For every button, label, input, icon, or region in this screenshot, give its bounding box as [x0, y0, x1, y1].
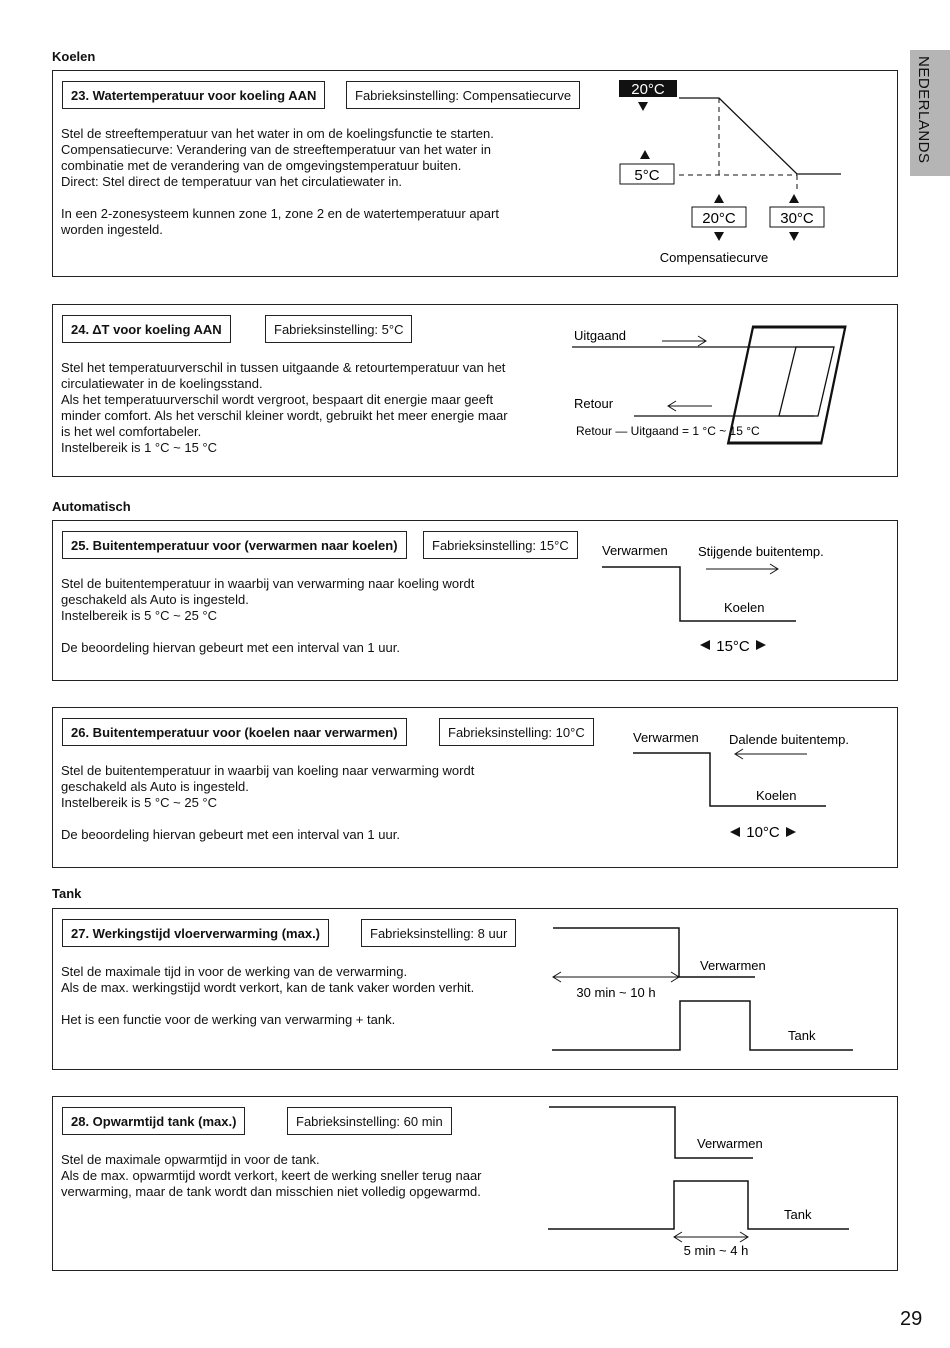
setting-24-description — [61, 360, 508, 456]
desc-line: geschakeld als Auto is ingesteld. — [61, 779, 249, 794]
language-tab — [910, 50, 950, 176]
x1-temp-label: 20°C — [702, 210, 736, 227]
desc-line: Instelbereik is 5 °C ~ 25 °C — [61, 795, 217, 810]
setting-27-factory: Fabrieksinstelling: 8 uur — [361, 919, 516, 947]
x2-temp-label: 30°C — [780, 210, 814, 227]
right-arrow-icon — [756, 640, 766, 650]
desc-line: Als het temperatuurverschil wordt vergroot, bespaart dit energie maar geeft — [61, 392, 494, 407]
setting-24-panel — [52, 304, 898, 477]
desc-line: Stel de streeftemperatuur van het water in om de koelingsfunctie te starten. — [61, 126, 494, 141]
down-arrow-icon — [714, 232, 724, 241]
desc-line: In een 2-zonesysteem kunnen zone 1, zone 2 en de watertemperatuur apart — [61, 206, 499, 221]
range-label: 5 min ~ 4 h — [683, 1243, 749, 1258]
delta-formula: Retour — Uitgaand = 1 °C ~ 15 °C — [576, 424, 760, 438]
cooling-label: Koelen — [756, 788, 797, 803]
setting-28-factory: Fabrieksinstelling: 60 min — [287, 1107, 452, 1135]
heat-to-cool-diagram — [593, 521, 893, 680]
desc-line: circulatiewater in de koelingsstand. — [61, 376, 263, 391]
desc-line: Instelbereik is 5 °C ~ 25 °C — [61, 608, 217, 623]
heating-time-diagram — [543, 909, 898, 1069]
setting-26-panel — [52, 707, 898, 868]
setting-28-title: 28. Opwarmtijd tank (max.) — [62, 1107, 245, 1135]
right-arrow-icon — [786, 827, 796, 837]
desc-line: Als de max. opwarmtijd wordt verkort, keert de werking sneller terug naar — [61, 1168, 482, 1183]
switch-line — [602, 567, 796, 621]
setting-23-description — [61, 126, 499, 238]
desc-line: Als de max. werkingstijd wordt verkort, kan de tank vaker worden verhit. — [61, 980, 475, 995]
desc-line: De beoordeling hiervan gebeurt met een interval van 1 uur. — [61, 640, 400, 655]
setting-26-title: 26. Buitentemperatuur voor (koelen naar verwarmen) — [62, 718, 407, 746]
setting-23-panel — [52, 70, 898, 277]
desc-line: Stel de maximale opwarmtijd in voor de tank. — [61, 1152, 320, 1167]
setting-27-panel — [52, 908, 898, 1070]
desc-line: Het is een functie voor de werking van verwarming + tank. — [61, 1012, 396, 1027]
setting-23-title: 23. Watertemperatuur voor koeling AAN — [62, 81, 325, 109]
desc-line: Stel de buitentemperatuur in waarbij van verwarming naar koeling wordt — [61, 576, 475, 591]
cool-to-heat-diagram — [623, 708, 898, 867]
curve-line — [679, 98, 841, 174]
curve-caption: Compensatiecurve — [659, 250, 769, 265]
desc-line: worden ingesteld. — [61, 222, 163, 237]
setting-26-factory: Fabrieksinstelling: 10°C — [439, 718, 594, 746]
desc-line: verwarming, maar de tank wordt dan misschien niet volledig opgewarmd. — [61, 1184, 481, 1199]
delta-t-diagram — [563, 305, 898, 476]
desc-line: De beoordeling hiervan gebeurt met een interval van 1 uur. — [61, 827, 400, 842]
desc-line: Stel de maximale tijd in voor de werking van de verwarming. — [61, 964, 408, 979]
setting-28-description — [61, 1152, 482, 1200]
setting-27-title: 27. Werkingstijd vloerverwarming (max.) — [62, 919, 329, 947]
desc-line: geschakeld als Auto is ingesteld. — [61, 592, 249, 607]
up-arrow-icon — [714, 194, 724, 203]
setting-24-title: 24. ΔT voor koeling AAN — [62, 315, 231, 343]
tank-label: Tank — [788, 1028, 816, 1043]
setting-25-description — [61, 576, 474, 656]
down-arrow-icon — [638, 102, 648, 111]
up-arrow-icon — [789, 194, 799, 203]
setting-25-factory: Fabrieksinstelling: 15°C — [423, 531, 578, 559]
return-label: Retour — [574, 396, 614, 411]
desc-line: Instelbereik is 1 °C ~ 15 °C — [61, 440, 217, 455]
desc-line: combinatie met de verandering van de omgevingstemperatuur buiten. — [61, 158, 462, 173]
switch-line — [633, 753, 826, 806]
desc-line: is het wel comfortabeler. — [61, 424, 202, 439]
setting-25-panel — [52, 520, 898, 681]
outgoing-label: Uitgaand — [574, 328, 627, 343]
setting-26-description — [61, 763, 474, 843]
desc-line: Compensatiecurve: Verandering van de streeftemperatuur van het water in — [61, 142, 491, 157]
desc-line: minder comfort. Als het verschil kleiner wordt, gebruikt het meer energie maar — [61, 408, 508, 423]
page-number: 29 — [900, 1308, 923, 1330]
setting-25-title: 25. Buitentemperatuur voor (verwarmen naar koelen) — [62, 531, 407, 559]
trend-label: Dalende buitentemp. — [729, 732, 849, 747]
cooling-label: Koelen — [724, 600, 765, 615]
threshold-value: 15°C — [716, 638, 750, 655]
low-temp-label: 5°C — [634, 167, 660, 184]
section-heading-automatic: Automatisch — [52, 499, 131, 514]
setting-23-factory: Fabrieksinstelling: Compensatiecurve — [346, 81, 580, 109]
top-temp-label: 20°C — [631, 81, 665, 98]
setting-28-panel — [52, 1096, 898, 1271]
compensation-curve-diagram — [613, 71, 898, 276]
tank-label: Tank — [784, 1207, 812, 1222]
heating-label: Verwarmen — [697, 1136, 763, 1151]
heating-label: Verwarmen — [633, 730, 699, 745]
setting-27-description — [61, 964, 474, 1028]
section-heading-tank: Tank — [52, 886, 82, 901]
delta-parallelogram-inner — [779, 347, 834, 416]
setting-24-factory: Fabrieksinstelling: 5°C — [265, 315, 412, 343]
desc-line: Stel de buitentemperatuur in waarbij van koeling naar verwarming wordt — [61, 763, 475, 778]
left-arrow-icon — [700, 640, 710, 650]
trend-label: Stijgende buitentemp. — [698, 544, 824, 559]
desc-line: Direct: Stel direct de temperatuur van het circulatiewater in. — [61, 174, 403, 189]
down-arrow-icon — [789, 232, 799, 241]
up-arrow-icon — [640, 150, 650, 159]
heating-label: Verwarmen — [602, 543, 668, 558]
heating-label: Verwarmen — [700, 958, 766, 973]
desc-line: Stel het temperatuurverschil in tussen uitgaande & retourtemperatuur van het — [61, 360, 506, 375]
section-heading-cooling: Koelen — [52, 49, 96, 64]
language-tab-label: NEDERLANDS — [915, 56, 932, 164]
range-label: 30 min ~ 10 h — [576, 985, 656, 1000]
tank-time-diagram — [543, 1097, 898, 1270]
threshold-value: 10°C — [746, 824, 780, 841]
left-arrow-icon — [730, 827, 740, 837]
